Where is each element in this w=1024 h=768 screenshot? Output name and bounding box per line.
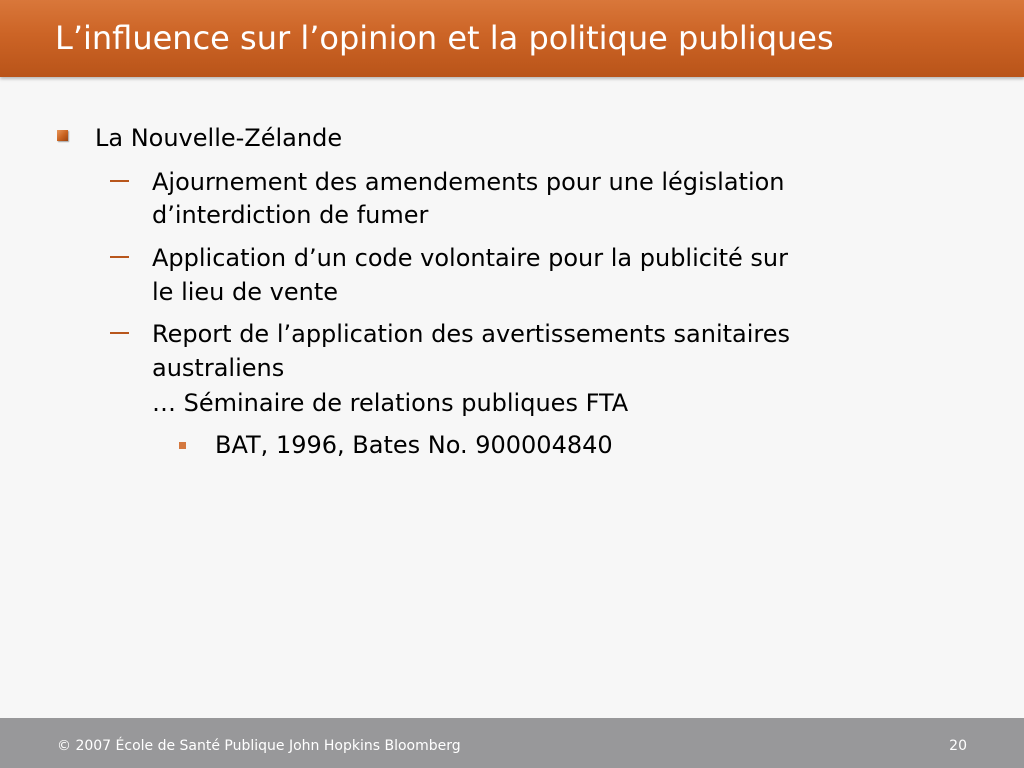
dash-bullet-icon: [110, 332, 129, 334]
square-bullet-icon: [57, 130, 68, 141]
slide-title: L’influence sur l’opinion et la politique publiques: [55, 19, 834, 57]
bullet-level2-2-line1: Application d’un code volontaire pour la publicité sur: [152, 244, 789, 272]
bullet-level3: BAT, 1996, Bates No. 900004840: [215, 431, 613, 459]
bullet-level2-3-line1: Report de l’application des avertissements sanitaires: [152, 320, 791, 348]
page-number: 20: [949, 738, 967, 754]
bullet-level2-3-line3: … Séminaire de relations publiques FTA: [152, 389, 629, 417]
bullet-level2-3-line2: australiens: [152, 354, 285, 382]
bullet-level2-1-line2: d’interdiction de fumer: [152, 201, 429, 229]
footer-copyright: © 2007 École de Santé Publique John Hopkins Bloomberg: [57, 738, 461, 754]
dash-bullet-icon: [110, 180, 129, 182]
small-square-bullet-icon: [179, 442, 186, 449]
bullet-level1: La Nouvelle-Zélande: [95, 124, 343, 152]
dash-bullet-icon: [110, 256, 129, 258]
title-bar: [0, 0, 1024, 77]
bullet-level2-1-line1: Ajournement des amendements pour une législation: [152, 168, 785, 196]
bullet-level2-2-line2: le lieu de vente: [152, 278, 338, 306]
